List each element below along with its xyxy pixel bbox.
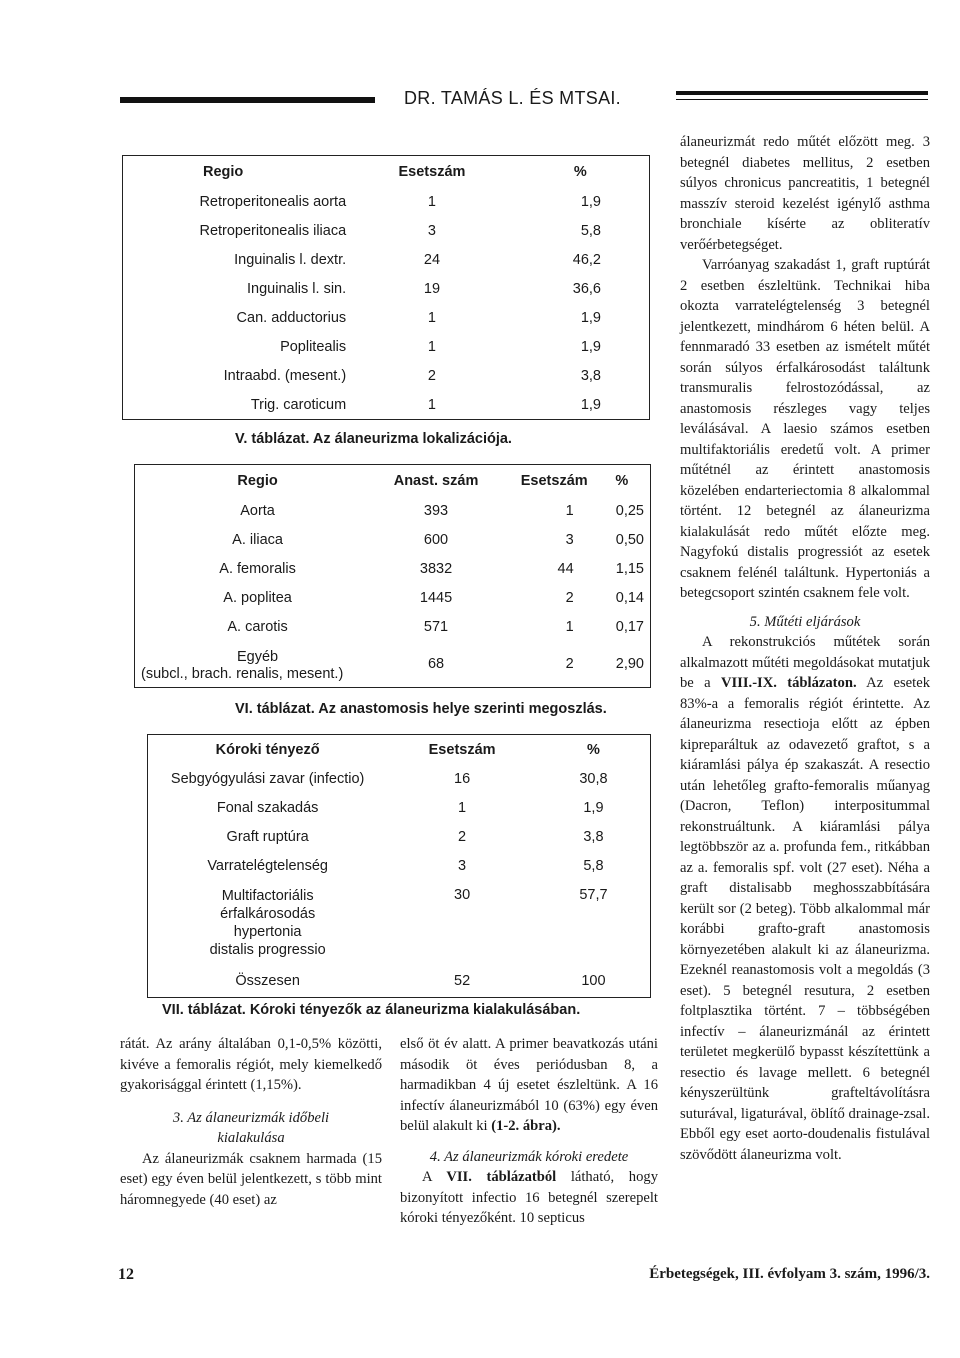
cell-regio: A. carotis [227, 619, 288, 635]
cell-total-label: Összesen [235, 972, 300, 989]
table-header-row [123, 156, 650, 188]
cell-regio: Inguinalis l. sin. [247, 281, 347, 297]
cell-percent: 1,9 [583, 800, 604, 816]
cell-count: 52 [454, 972, 471, 989]
cell-count: 1 [427, 396, 436, 413]
text-run: látható, hogy bizonyított infectio 16 betegnél szerepelt kóroki tényezőként. 10 septicus [400, 1169, 658, 1226]
paragraph [400, 1034, 658, 1137]
cell-percent: 5,8 [583, 858, 604, 874]
cell-regio [135, 642, 381, 688]
paragraph [680, 632, 930, 1165]
cell-regio: Poplitealis [280, 339, 347, 355]
table-row [148, 965, 651, 998]
col-header-percent: % [615, 472, 629, 489]
cell-percent: 3,8 [580, 368, 601, 384]
cell-percent: 2,90 [615, 656, 644, 673]
cell-count: 44 [557, 561, 574, 577]
column-middle [400, 1034, 658, 1229]
paragraph: rátát. Az arány általában 0,1-0,5% közötti, kivéve a femoralis régiót, mely kiemelkedő gyakorisággal érintett (1,15%). [120, 1036, 382, 1093]
cell-percent: 5,8 [580, 223, 601, 239]
cell-count: 2 [565, 590, 574, 606]
cell-cause: Sebgyógyulási zavar (infectio) [170, 771, 365, 787]
table-5 [122, 155, 650, 420]
table-row [135, 497, 651, 526]
cell-count: 3 [427, 223, 436, 239]
cell-anast: 571 [423, 619, 449, 635]
cell-percent: 0,17 [615, 619, 644, 635]
section-heading: 3. Az álaneurizmák időbeli kialakulása [172, 1109, 330, 1146]
cell-regio: A. iliaca [232, 532, 283, 548]
table-row [123, 246, 650, 275]
table-row [135, 613, 651, 642]
cell-count: 1 [427, 194, 436, 210]
table-ref: VII. táblázatból [446, 1169, 557, 1185]
cell-regio: A. femoralis [219, 561, 296, 577]
cell-percent: 3,8 [583, 829, 604, 845]
table-6-caption: VI. táblázat. Az anastomosis helye szerinti megoszlás. [235, 701, 607, 717]
table-row [135, 526, 651, 555]
paragraph: Az álaneurizmák csaknem harmada (15 eset) egy éven belül jelentkezett, s több mint háromnegyede (40 eset) az [120, 1150, 382, 1208]
journal-footer: Érbetegségek, III. évfolyam 3. szám, 1996/3. [649, 1266, 930, 1282]
table-header-row [135, 465, 651, 497]
figure-ref: (1-2. ábra). [491, 1118, 561, 1134]
cell-percent: 0,14 [615, 590, 644, 606]
col-header-esetszam: Esetszám [398, 163, 466, 180]
cell-percent: 36,6 [572, 281, 601, 297]
col-header-regio: Regio [237, 472, 278, 489]
cell-percent: 46,2 [572, 252, 601, 268]
table-row [135, 642, 651, 688]
cell-cause-line: érfalkárosodás [220, 905, 316, 922]
cell-count: 3 [458, 858, 467, 874]
column-right [680, 132, 930, 1165]
table-row [123, 217, 650, 246]
table-row [123, 188, 650, 217]
cell-count: 2 [565, 656, 574, 673]
cell-percent: 57,7 [579, 886, 608, 903]
cell-percent: 0,50 [615, 532, 644, 548]
col-header-esetszam: Esetszám [428, 741, 496, 758]
cell-cause: Graft ruptúra [226, 829, 309, 845]
cell-regio-line: Egyéb [237, 649, 279, 666]
column-left [120, 1034, 382, 1210]
table-row [123, 304, 650, 333]
cell-count: 1 [565, 503, 574, 519]
cell-regio: Trig. caroticum [250, 396, 347, 413]
cell-anast: 1445 [419, 590, 453, 606]
cell-count: 1 [458, 800, 467, 816]
table-row [123, 333, 650, 362]
table-header-row [148, 735, 651, 765]
table-row [123, 275, 650, 304]
cell-anast: 600 [423, 532, 449, 548]
table-row [148, 765, 651, 794]
cell-anast: 393 [423, 503, 449, 519]
cell-percent: 0,25 [615, 503, 644, 519]
header-rule-right [676, 91, 928, 95]
cell-count: 24 [423, 252, 441, 268]
paragraph [400, 1167, 658, 1229]
cell-cause-line: distalis progressio [209, 941, 326, 958]
text-run: A [422, 1169, 447, 1185]
cell-regio: Intraabd. (mesent.) [223, 368, 347, 384]
cell-percent: 1,9 [580, 310, 601, 326]
cell-count: 1 [427, 339, 436, 355]
text-run: első öt év alatt. A primer beavatkozás utáni második öt éves periódusban 8, a harmadikban 4 új esetet észleltünk. A 16 infectív álaneurizmából 10 (63%) egy éven belül alakult ki [400, 1036, 658, 1134]
running-header: DR. TAMÁS L. ÉS MTSAI. [404, 88, 621, 108]
cell-count: 3 [565, 532, 574, 548]
cell-cause [148, 881, 388, 965]
section-heading: 5. Műtéti eljárások [749, 613, 861, 630]
paragraph: álaneurizmát redo műtét előzött meg. 3 betegnél diabetes mellitus, 2 esetben súlyos chronicus pancreatitis, 1 betegnél masszív steroid kezelést igénylő asthma bronchiale kísérte az obliteratív verőérbetegséget. [680, 134, 930, 253]
cell-cause: Fonal szakadás [216, 800, 319, 816]
cell-count: 1 [565, 619, 574, 635]
text-run: A rekonstrukciós műtétek során alkalmazott műtéti megoldásokat mutatjuk be a [680, 634, 930, 691]
table-row [135, 555, 651, 584]
cell-percent: 1,9 [580, 396, 601, 413]
cell-regio: Retroperitonealis aorta [199, 194, 347, 210]
cell-regio: A. poplitea [223, 590, 292, 606]
cell-regio: Can. adductorius [236, 310, 347, 326]
text-run: Az esetek 83%-a a femoralis régiót érintette. Az álaneurizma resectioja előtt az épben kipreparáltuk az odavezető graftot, s a kiáramlási pálya ép szakaszát. A resectio után lehetőleg grafto-femoralis műanyag (Dacron, Teflon) interpositummal rekonstruáltunk. A kiáramlási pálya legtöbbször az a. profunda fem., ritkábban az a. femoralis spf. volt (27 eset). Néha a graft distalisabb meghosszabbítására került sor (2 beteg). Több alkalommal már korábbi grafto-graft anastomosis környezetében alakult ki az álaneurizma. Ezeknél reanastomosis volt a megoldás (3 eset). 5 betegnél resutura, 2 esetben foltplasztika történt. 7 – többségében infectív – álaneurizmánál az érintett területet megkerülő bypasst készítettünk a resectio és lavage mellett. 6 betegnél kényszerültünk grafteltávolításra suturával, ligaturával, öblítő drainage-zsal. Ebből egy eset aorto-doudenalis fistulával szövődött álaneurizma volt. [680, 675, 930, 1163]
cell-count: 19 [423, 281, 441, 297]
table-5-caption: V. táblázat. Az álaneurizma lokalizációja. [235, 431, 512, 447]
col-header-cause: Kóroki tényező [215, 741, 320, 758]
cell-percent: 1,9 [580, 194, 601, 210]
page-number: 12 [118, 1266, 134, 1283]
cell-count: 2 [427, 368, 436, 384]
section-heading: 4. Az álaneurizmák kóroki eredete [429, 1148, 629, 1165]
cell-regio: Inguinalis l. dextr. [234, 252, 347, 268]
cell-regio: Retroperitonealis iliaca [199, 223, 347, 239]
col-header-percent: % [586, 741, 600, 758]
cell-cause-line: hypertonia [233, 923, 302, 940]
cell-percent: 1,9 [580, 339, 601, 355]
cell-count: 16 [454, 771, 471, 787]
table-row [148, 794, 651, 823]
table-row [148, 823, 651, 852]
cell-percent: 100 [581, 972, 606, 989]
table-row [135, 584, 651, 613]
cell-anast: 68 [427, 656, 445, 673]
table-row [148, 852, 651, 881]
cell-count: 2 [458, 829, 467, 845]
cell-count: 30 [454, 886, 471, 903]
header-rule-right-thin [676, 99, 928, 100]
table-7 [147, 734, 651, 998]
col-header-anast: Anast. szám [393, 472, 479, 489]
table-row [123, 391, 650, 420]
table-6 [134, 464, 651, 688]
col-header-percent: % [573, 163, 587, 180]
cell-regio: Aorta [240, 503, 275, 519]
col-header-esetszam: Esetszám [520, 472, 588, 489]
cell-cause-line: Multifactoriális [221, 887, 314, 904]
cell-cause: Varratelégtelenség [207, 858, 328, 874]
header-rule-left [120, 97, 375, 103]
table-ref: VIII.-IX. táblázaton. [720, 675, 857, 691]
paragraph: Varróanyag szakadást 1, graft ruptúrát 2 esetben észleltünk. Technikai hiba okozta varratelégtelenség 3 betegnél jelentkezett, mindhárom 6 héten belül. A fennmaradó 33 esetben az ismételt műtét során súlyos érfalkárosodást találtunk transmuralis felrostozódással, az anastomosis részleges vagy teljes leválásával. A laesio számos esetben multifaktoriális eredetű volt. A primer műtétnél az érintett anastomosis közelében endarteriectomia 8 alkalommal történt. 12 betegnél az álaneurizma kialakulását redo műtét előzte meg. Nagyfokú distalis progressiót az esetek csaknem felénél találtunk. Hypertoniás a betegcsoport szintén csaknem fele volt. [680, 257, 930, 601]
cell-percent: 30,8 [579, 771, 608, 787]
cell-regio-line: (subcl., brach. renalis, mesent.) [141, 666, 344, 683]
cell-percent: 1,15 [615, 561, 644, 577]
table-row [148, 881, 651, 965]
table-row [123, 362, 650, 391]
table-7-caption: VII. táblázat. Kóroki tényezők az álaneurizma kialakulásában. [162, 1002, 581, 1018]
cell-count: 1 [427, 310, 436, 326]
cell-anast: 3832 [419, 561, 453, 577]
col-header-regio: Regio [203, 163, 244, 180]
